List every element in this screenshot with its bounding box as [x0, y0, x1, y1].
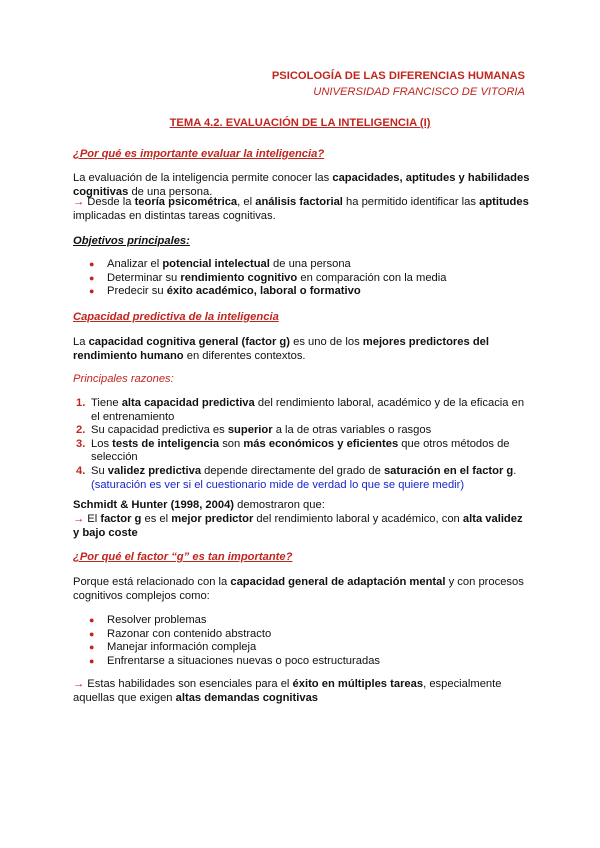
list-item: ● Analizar el potencial intelectual de una persona	[89, 258, 351, 270]
reasons-heading: Principales razones:	[73, 373, 174, 385]
bullet-icon: ●	[89, 615, 95, 625]
bullet-icon: ●	[89, 628, 95, 639]
reasons-list	[73, 397, 528, 492]
arrow-icon: →	[73, 678, 85, 690]
university-header: UNIVERSIDAD FRANCISCO DE VITORIA	[313, 86, 525, 98]
section1-paragraph-2: → Desde la teoría psicométrica, el análisis factorial ha permitido identificar las aptitudes implicadas en distintas tareas cognitivas.	[73, 196, 529, 222]
bullet-icon: ●	[89, 642, 95, 653]
list-item: ● Enfrentarse a situaciones nuevas o poco estructuradas	[89, 654, 381, 667]
list-item: 1. Tiene alta capacidad predictiva del rendimiento laboral, académico y de la eficacia en el entrenamiento	[76, 397, 525, 423]
list-item: ● Razonar con contenido abstracto	[89, 627, 272, 640]
list-item: ● Predecir su éxito académico, laboral o formativo	[89, 285, 361, 298]
list-item: ● Manejar información compleja	[89, 641, 257, 654]
bullet-icon: ●	[89, 655, 95, 666]
bullet-icon: ●	[89, 272, 95, 283]
section3-closing: → Estas habilidades son esenciales para el éxito en múltiples tareas, especialmente aquellas que exigen altas demandas cognitivas	[73, 678, 502, 704]
list-item: 3. Los tests de inteligencia son más económicos y eficientes que otros métodos de selección	[76, 437, 510, 464]
arrow-icon: →	[73, 513, 85, 525]
list-item: 4. Su validez predictiva depende directamente del grado de saturación en el factor g. (saturación es ver si el cuestionario mide de verdad lo que se quiere medir)	[76, 464, 517, 491]
bullet-icon: ●	[89, 259, 95, 269]
section3-heading: ¿Por qué el factor “g” es tan importante?	[73, 551, 293, 563]
subject-header: PSICOLOGÍA DE LAS DIFERENCIAS HUMANAS	[271, 70, 525, 82]
study-conclusion: → El factor g es el mejor predictor del rendimiento laboral y académico, con alta validez y bajo coste	[73, 513, 523, 539]
list-item: ● Resolver problemas	[89, 614, 207, 626]
bullet-icon: ●	[89, 286, 95, 297]
arrow-icon: →	[73, 196, 85, 208]
section3-paragraph-1: Porque está relacionado con la capacidad general de adaptación mental y con procesos cognitivos complejos como:	[73, 576, 524, 602]
list-item: 2. Su capacidad predictiva es superior a la de otras variables o rasgos	[76, 424, 432, 437]
section2-heading: Capacidad predictiva de la inteligencia	[73, 311, 279, 323]
reason-note: (saturación es ver si el cuestionario mide de verdad lo que se quiere medir)	[91, 478, 465, 491]
document-title: TEMA 4.2. EVALUACIÓN DE LA INTELIGENCIA (I)	[169, 117, 431, 129]
objectives-heading: Objetivos principales:	[73, 235, 190, 247]
section1-heading: ¿Por qué es importante evaluar la inteligencia?	[73, 148, 325, 160]
section1-paragraph-1: La evaluación de la inteligencia permite conocer las capacidades, aptitudes y habilidades cognitivas de una persona.	[73, 172, 530, 198]
section2-paragraph-1: La capacidad cognitiva general (factor g) es uno de los mejores predictores del rendimiento humano en diferentes contextos.	[73, 336, 490, 362]
study-citation: Schmidt & Hunter (1998, 2004) demostraron que:	[73, 499, 325, 511]
cognitive-processes-list	[73, 614, 533, 668]
objectives-list	[73, 258, 533, 299]
list-item: ● Determinar su rendimiento cognitivo en comparación con la media	[89, 271, 447, 284]
